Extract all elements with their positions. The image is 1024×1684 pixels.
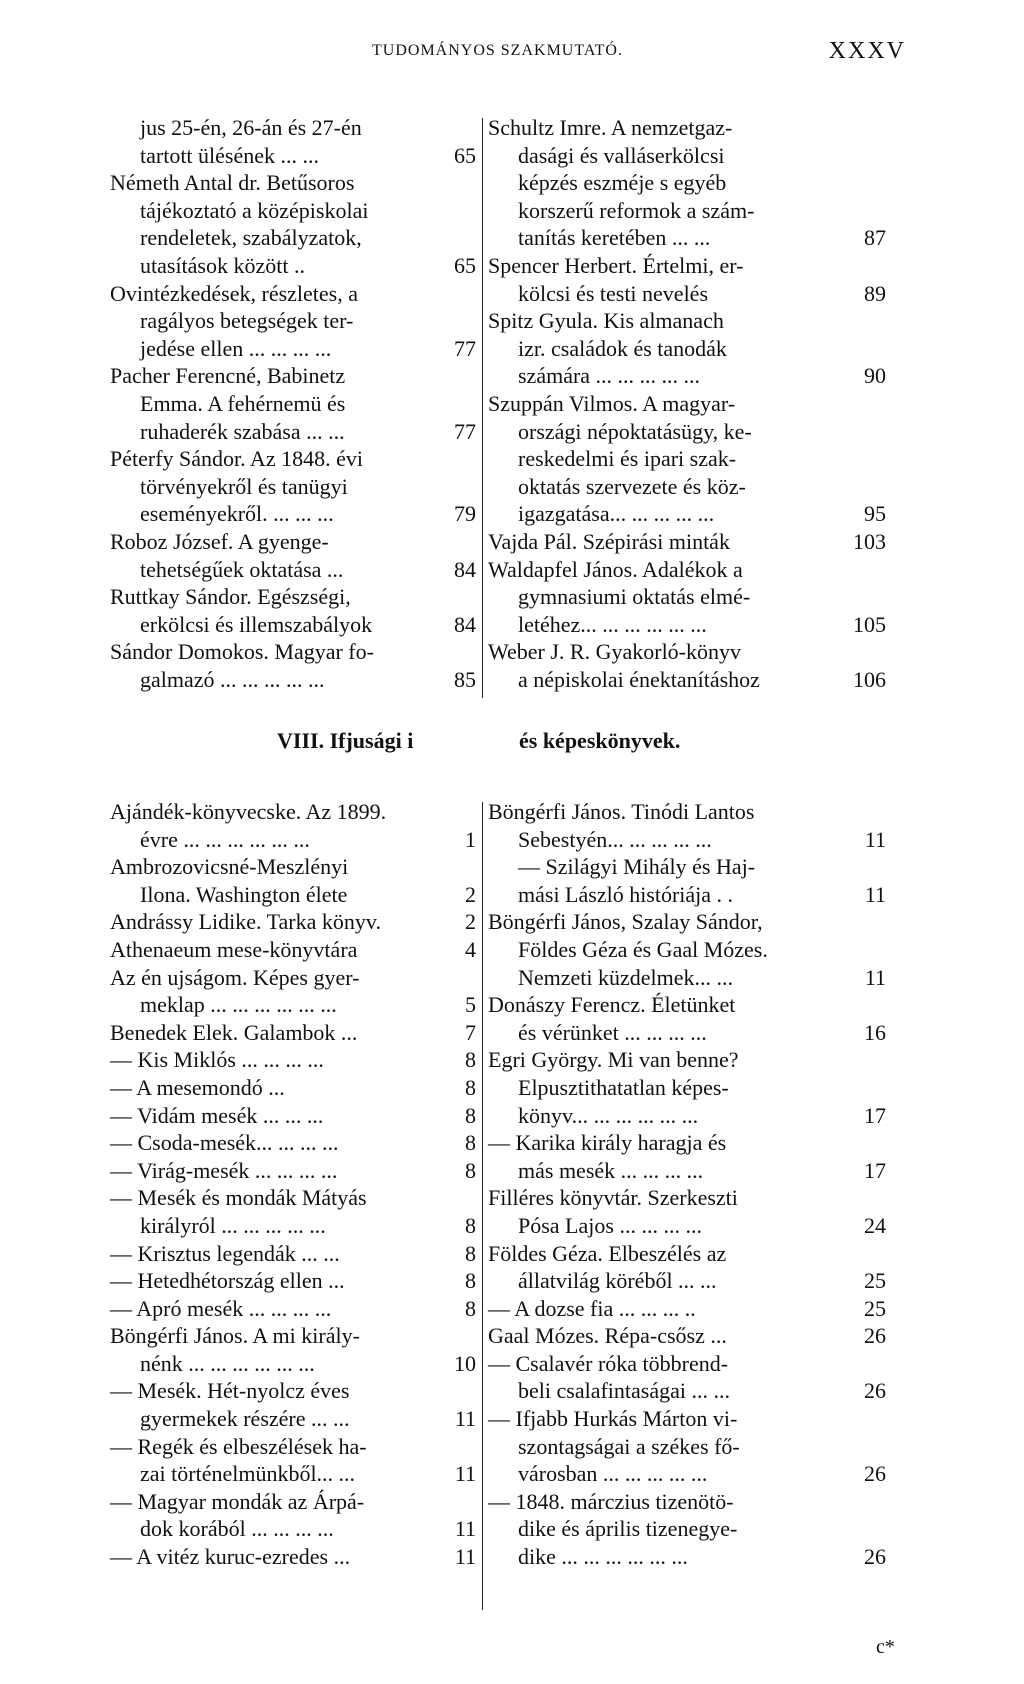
- index-entry-line: [110, 1433, 476, 1461]
- index-entry-line: [110, 1350, 476, 1378]
- index-entry-line: [110, 169, 476, 197]
- entry-page-number: 103: [853, 528, 886, 554]
- index-entry-line: [110, 666, 476, 694]
- index-column-bottom-right: [488, 798, 886, 1571]
- index-entry-line: [488, 1543, 886, 1571]
- entry-text: Vajda Pál. Szépirási minták: [488, 528, 730, 554]
- entry-text: kölcsi és testi nevelés: [518, 280, 709, 306]
- index-entry-line: [110, 224, 476, 252]
- entry-text: Benedek Elek. Galambok ...: [110, 1019, 358, 1045]
- entry-page-number: 26: [864, 1544, 886, 1570]
- entry-page-number: 25: [864, 1268, 886, 1294]
- index-entry-line: [488, 1102, 886, 1130]
- entry-page-number: 2: [465, 909, 476, 935]
- index-entry-line: [110, 583, 476, 611]
- entry-page-number: 11: [864, 964, 886, 990]
- index-entry-line: [110, 445, 476, 473]
- entry-page-number: 11: [454, 1544, 476, 1570]
- entry-page-number: 105: [853, 611, 886, 637]
- entry-text: Földes Géza és Gaal Mózes.: [518, 936, 768, 962]
- entry-text: számára ... ... ... ... ...: [518, 363, 701, 389]
- index-entry-line: [110, 280, 476, 308]
- index-entry-line: [110, 798, 476, 826]
- entry-text: tartott ülésének ... ...: [140, 142, 320, 168]
- entry-page-number: 8: [465, 1130, 476, 1156]
- index-entry-line: [488, 826, 886, 854]
- entry-page-number: 8: [465, 1240, 476, 1266]
- entry-page-number: 5: [465, 992, 476, 1018]
- entry-text: ruhaderék szabása ... ...: [140, 418, 345, 444]
- index-entry-line: [110, 362, 476, 390]
- index-entry-line: [110, 1157, 476, 1185]
- index-entry-line: [110, 1074, 476, 1102]
- index-entry-line: [488, 908, 886, 936]
- index-entry-line: [110, 142, 476, 170]
- index-entry-line: [110, 1377, 476, 1405]
- index-entry-line: [488, 1377, 886, 1405]
- entry-page-number: 84: [454, 556, 476, 582]
- entry-text: ragályos betegségek ter-: [140, 308, 354, 334]
- entry-text: tehetségűek oktatása ...: [140, 556, 344, 582]
- entry-text: képzés eszméje s egyéb: [518, 170, 727, 196]
- entry-text: — Hetedhétország ellen ...: [110, 1268, 345, 1294]
- entry-page-number: 77: [454, 335, 476, 361]
- entry-page-number: 84: [454, 611, 476, 637]
- index-entry-line: [110, 556, 476, 584]
- entry-text: Spencer Herbert. Értelmi, er-: [488, 252, 744, 278]
- entry-text: Pósa Lajos ... ... ... ...: [518, 1212, 702, 1238]
- entry-text: — Virág-mesék ... ... ... ...: [110, 1157, 338, 1183]
- index-entry-line: [488, 418, 886, 446]
- entry-page-number: 24: [864, 1212, 886, 1238]
- entry-page-number: 10: [454, 1350, 476, 1376]
- entry-text: — Mesék. Hét-nyolcz éves: [110, 1378, 350, 1404]
- entry-text: Németh Antal dr. Betűsoros: [110, 170, 355, 196]
- entry-text: más mesék ... ... ... ...: [518, 1157, 704, 1183]
- index-entry-line: [488, 1129, 886, 1157]
- index-entry-line: [110, 1322, 476, 1350]
- index-entry-line: [110, 853, 476, 881]
- entry-page-number: 8: [465, 1295, 476, 1321]
- index-entry-line: [110, 1295, 476, 1323]
- entry-text: Szuppán Vilmos. A magyar-: [488, 390, 736, 416]
- entry-text: tájékoztató a középiskolai: [140, 197, 369, 223]
- index-entry-line: [110, 1515, 476, 1543]
- entry-page-number: 11: [864, 881, 886, 907]
- column-rule-top: [482, 118, 483, 698]
- index-entry-line: [110, 611, 476, 639]
- index-entry-line: [488, 638, 886, 666]
- entry-text: Donászy Ferencz. Életünket: [488, 992, 736, 1018]
- index-entry-line: [488, 1488, 886, 1516]
- index-entry-line: [110, 1543, 476, 1571]
- index-entry-line: [110, 528, 476, 556]
- index-entry-line: [488, 252, 886, 280]
- index-entry-line: [488, 445, 886, 473]
- index-entry-line: [110, 473, 476, 501]
- index-entry-line: [110, 908, 476, 936]
- entry-text: — 1848. márczius tizenötö-: [488, 1488, 734, 1514]
- entry-text: — Mesék és mondák Mátyás: [110, 1185, 367, 1211]
- entry-page-number: 8: [465, 1268, 476, 1294]
- entry-text: Sebestyén... ... ... ... ...: [518, 826, 712, 852]
- entry-text: Ambrozovicsné-Meszlényi: [110, 854, 349, 880]
- entry-page-number: 1: [465, 826, 476, 852]
- index-entry-line: [110, 335, 476, 363]
- entry-page-number: 11: [454, 1406, 476, 1432]
- index-entry-line: [110, 826, 476, 854]
- index-entry-line: [110, 1129, 476, 1157]
- entry-text: — Apró mesék ... ... ... ...: [110, 1295, 332, 1321]
- entry-text: meklap ... ... ... ... ... ...: [140, 992, 337, 1018]
- index-entry-line: [488, 473, 886, 501]
- index-entry-line: [488, 964, 886, 992]
- index-entry-line: [488, 528, 886, 556]
- index-entry-line: [110, 252, 476, 280]
- entry-text: Ajándék-könyvecske. Az 1899.: [110, 799, 387, 824]
- entry-text: dike ... ... ... ... ... ...: [518, 1544, 688, 1570]
- index-entry-line: [488, 1019, 886, 1047]
- entry-text: zai történelmünkből... ...: [140, 1461, 356, 1487]
- entry-text: oktatás szervezete és köz-: [518, 473, 746, 499]
- entry-text: — Ifjabb Hurkás Márton vi-: [488, 1406, 738, 1432]
- entry-text: — A vitéz kuruc-ezredes ...: [110, 1544, 351, 1570]
- entry-text: és vérünket ... ... ... ...: [518, 1019, 707, 1045]
- entry-page-number: 90: [864, 363, 886, 389]
- entry-text: országi népoktatásügy, ke-: [518, 418, 752, 444]
- entry-page-number: 8: [465, 1212, 476, 1238]
- entry-page-number: 4: [465, 936, 476, 962]
- entry-text: letéhez... ... ... ... ... ...: [518, 611, 707, 637]
- entry-text: — A dozse fia ... ... ... ..: [488, 1295, 696, 1321]
- entry-text: Spitz Gyula. Kis almanach: [488, 308, 724, 334]
- entry-page-number: 11: [864, 826, 886, 852]
- index-entry-line: [488, 1240, 886, 1268]
- index-entry-line: [488, 1405, 886, 1433]
- entry-text: erkölcsi és illemszabályok: [140, 611, 373, 637]
- index-entry-line: [110, 1019, 476, 1047]
- entry-text: Athenaeum mese-könyvtára: [110, 936, 358, 962]
- index-entry-line: [110, 638, 476, 666]
- index-entry-line: [488, 335, 886, 363]
- entry-text: — A mesemondó ...: [110, 1074, 285, 1100]
- index-entry-line: [110, 418, 476, 446]
- entry-text: Weber J. R. Gyakorló-könyv: [488, 639, 742, 665]
- entry-text: mási László históriája . .: [518, 881, 734, 907]
- index-entry-line: [110, 114, 476, 142]
- entry-text: könyv... ... ... ... ... ...: [518, 1102, 699, 1128]
- index-entry-line: [110, 936, 476, 964]
- index-entry-line: [488, 500, 886, 528]
- index-entry-line: [110, 1184, 476, 1212]
- entry-text: gyermekek részére ... ...: [140, 1406, 350, 1432]
- entry-text: eseményekről. ... ... ...: [140, 501, 334, 527]
- entry-page-number: 8: [465, 1047, 476, 1073]
- entry-page-number: 25: [864, 1295, 886, 1321]
- entry-page-number: 87: [864, 225, 886, 251]
- index-column-top-left: [110, 114, 476, 693]
- entry-text: Waldapfel János. Adalékok a: [488, 556, 743, 582]
- entry-text: a népiskolai énektanításhoz: [518, 666, 760, 692]
- entry-text: Böngérfi János. A mi király-: [110, 1323, 360, 1349]
- index-column-top-right: [488, 114, 886, 693]
- index-entry-line: [488, 1433, 886, 1461]
- index-entry-line: [110, 1488, 476, 1516]
- index-entry-line: [488, 1515, 886, 1543]
- index-entry-line: [110, 1267, 476, 1295]
- entry-text: utasítások között ..: [140, 252, 305, 278]
- entry-text: városban ... ... ... ... ...: [518, 1461, 708, 1487]
- entry-text: — Csoda-mesék... ... ... ...: [110, 1130, 339, 1156]
- index-entry-line: [488, 307, 886, 335]
- index-entry-line: [488, 1322, 886, 1350]
- entry-page-number: 89: [864, 280, 886, 306]
- entry-page-number: 77: [454, 418, 476, 444]
- index-entry-line: [488, 936, 886, 964]
- page-number: XXXV: [828, 38, 906, 64]
- index-entry-line: [488, 197, 886, 225]
- index-entry-line: [488, 1074, 886, 1102]
- index-entry-line: [110, 390, 476, 418]
- entry-text: Sándor Domokos. Magyar fo-: [110, 639, 374, 665]
- index-column-bottom-left: [110, 798, 476, 1571]
- entry-page-number: 106: [853, 666, 886, 692]
- entry-text: — Regék és elbeszélések ha-: [110, 1433, 367, 1459]
- entry-text: — Karika király haragja és: [488, 1130, 727, 1156]
- entry-page-number: 7: [465, 1019, 476, 1045]
- entry-text: — Kis Miklós ... ... ... ...: [110, 1047, 324, 1073]
- entry-text: szontagságai a székes fő-: [518, 1433, 740, 1459]
- entry-text: Roboz József. A gyenge-: [110, 528, 329, 554]
- index-entry-line: [110, 1212, 476, 1240]
- entry-text: reskedelmi és ipari szak-: [518, 446, 737, 472]
- entry-page-number: 2: [465, 881, 476, 907]
- index-entry-line: [488, 1046, 886, 1074]
- entry-text: jedése ellen ... ... ... ...: [140, 335, 332, 361]
- entry-page-number: 26: [864, 1378, 886, 1404]
- index-entry-line: [488, 1157, 886, 1185]
- entry-text: királyról ... ... ... ... ...: [140, 1212, 326, 1238]
- index-entry-line: [110, 1046, 476, 1074]
- entry-text: törvényekről és tanügyi: [140, 473, 348, 499]
- entry-text: évre ... ... ... ... ... ...: [140, 826, 310, 852]
- index-entry-line: [110, 1460, 476, 1488]
- entry-text: Böngérfi János, Szalay Sándor,: [488, 909, 763, 935]
- entry-text: izr. családok és tanodák: [518, 335, 727, 361]
- index-entry-line: [110, 964, 476, 992]
- index-entry-line: [488, 390, 886, 418]
- entry-text: Az én ujságom. Képes gyer-: [110, 964, 360, 990]
- index-entry-line: [488, 1184, 886, 1212]
- index-entry-line: [488, 1460, 886, 1488]
- entry-page-number: 95: [864, 501, 886, 527]
- entry-text: — Magyar mondák az Árpá-: [110, 1488, 365, 1514]
- entry-text: Ilona. Washington élete: [140, 881, 348, 907]
- entry-text: nénk ... ... ... ... ... ...: [140, 1350, 315, 1376]
- index-entry-line: [488, 798, 886, 826]
- index-entry-line: [488, 583, 886, 611]
- entry-page-number: 26: [864, 1323, 886, 1349]
- entry-text: Pacher Ferencné, Babinetz: [110, 363, 346, 389]
- entry-text: Schultz Imre. A nemzetgaz-: [488, 115, 733, 140]
- entry-text: dok korából ... ... ... ...: [140, 1516, 334, 1542]
- index-entry-line: [488, 114, 886, 142]
- index-entry-line: [110, 1102, 476, 1130]
- entry-text: dasági és valláserkölcsi: [518, 142, 725, 168]
- entry-text: Péterfy Sándor. Az 1848. évi: [110, 446, 363, 472]
- index-entry-line: [488, 611, 886, 639]
- running-title: TUDOMÁNYOS SZAKMUTATÓ.: [372, 42, 623, 59]
- entry-text: jus 25-én, 26-án és 27-én: [140, 115, 362, 140]
- entry-page-number: 26: [864, 1461, 886, 1487]
- entry-page-number: 8: [465, 1102, 476, 1128]
- entry-text: dike és április tizenegye-: [518, 1516, 738, 1542]
- column-rule-bottom: [482, 802, 483, 1610]
- index-entry-line: [488, 280, 886, 308]
- section-heading-right: és képeskönyvek.: [519, 728, 681, 753]
- signature-mark: c*: [876, 1636, 895, 1658]
- index-entry-line: [488, 1267, 886, 1295]
- entry-text: — Vidám mesék ... ... ...: [110, 1102, 324, 1128]
- entry-text: Filléres könyvtár. Szerkeszti: [488, 1185, 738, 1211]
- index-entry-line: [110, 1240, 476, 1268]
- entry-page-number: 16: [864, 1019, 886, 1045]
- entry-text: Böngérfi János. Tinódi Lantos: [488, 799, 755, 824]
- entry-page-number: 79: [454, 501, 476, 527]
- index-entry-line: [488, 169, 886, 197]
- entry-text: Ruttkay Sándor. Egészségi,: [110, 584, 351, 610]
- entry-page-number: 17: [864, 1102, 886, 1128]
- section-heading-left: VIII. Ifjusági i: [277, 728, 414, 753]
- index-entry-line: [488, 224, 886, 252]
- entry-text: Gaal Mózes. Répa-csősz ...: [488, 1323, 727, 1349]
- entry-text: korszerű reformok a szám-: [518, 197, 755, 223]
- index-entry-line: [488, 362, 886, 390]
- index-entry-line: [488, 556, 886, 584]
- entry-text: Elpusztithatatlan képes-: [518, 1074, 729, 1100]
- index-entry-line: [488, 881, 886, 909]
- entry-text: Andrássy Lidike. Tarka könyv.: [110, 909, 381, 935]
- entry-text: Emma. A fehérnemü és: [140, 390, 346, 416]
- entry-text: igazgatása... ... ... ... ...: [518, 501, 715, 527]
- entry-text: Földes Géza. Elbeszélés az: [488, 1240, 727, 1266]
- entry-page-number: 85: [454, 666, 476, 692]
- running-header: [0, 38, 1024, 68]
- index-entry-line: [488, 991, 886, 1019]
- entry-page-number: 8: [465, 1157, 476, 1183]
- entry-text: — Krisztus legendák ... ...: [110, 1240, 340, 1266]
- index-entry-line: [488, 1212, 886, 1240]
- entry-page-number: 11: [454, 1516, 476, 1542]
- index-entry-line: [110, 991, 476, 1019]
- entry-text: rendeletek, szabályzatok,: [140, 225, 362, 251]
- index-entry-line: [488, 666, 886, 694]
- entry-text: állatvilág köréből ... ...: [518, 1268, 717, 1294]
- entry-text: tanítás keretében ... ...: [518, 225, 711, 251]
- entry-page-number: 17: [864, 1157, 886, 1183]
- entry-page-number: 65: [454, 252, 476, 278]
- entry-text: Egri György. Mi van benne?: [488, 1047, 739, 1073]
- entry-page-number: 8: [465, 1074, 476, 1100]
- index-entry-line: [488, 853, 886, 881]
- index-entry-line: [488, 1350, 886, 1378]
- index-entry-line: [488, 142, 886, 170]
- index-entry-line: [110, 1405, 476, 1433]
- entry-page-number: 65: [454, 142, 476, 168]
- index-entry-line: [110, 500, 476, 528]
- index-entry-line: [110, 881, 476, 909]
- index-entry-line: [110, 197, 476, 225]
- entry-text: Ovintézkedések, részletes, a: [110, 280, 358, 306]
- entry-text: beli csalafintaságai ... ...: [518, 1378, 730, 1404]
- entry-page-number: 11: [454, 1461, 476, 1487]
- entry-text: gymnasiumi oktatás elmé-: [518, 584, 751, 610]
- index-entry-line: [488, 1295, 886, 1323]
- entry-text: — Szilágyi Mihály és Haj-: [518, 854, 756, 880]
- entry-text: Nemzeti küzdelmek... ...: [518, 964, 734, 990]
- entry-text: galmazó ... ... ... ... ...: [140, 666, 325, 692]
- entry-text: — Csalavér róka többrend-: [488, 1350, 729, 1376]
- index-entry-line: [110, 307, 476, 335]
